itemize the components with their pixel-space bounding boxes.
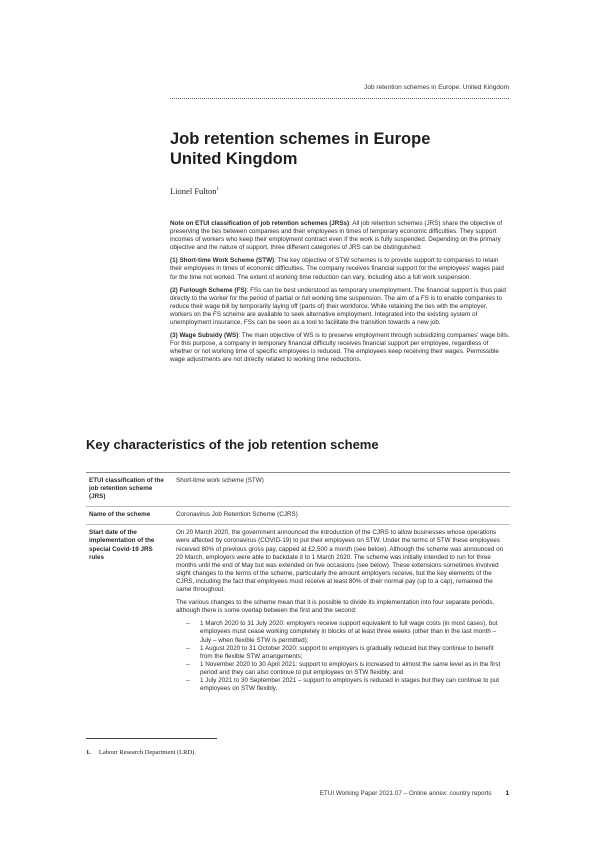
footnote-divider xyxy=(86,738,217,739)
footnote-mark: 1. xyxy=(86,749,91,756)
table-row xyxy=(86,525,510,698)
row-label: Name of the scheme xyxy=(86,507,173,525)
ws-paragraph xyxy=(170,332,510,364)
row-value: Coronavirus Job Retention Scheme (CJRS) xyxy=(173,507,510,525)
footnote xyxy=(86,749,196,756)
page-number: 1 xyxy=(505,790,509,797)
row-label: ETUI classification of the job retention scheme (JRS) xyxy=(86,473,173,507)
page-footer xyxy=(320,790,509,797)
classification-note xyxy=(170,220,510,370)
author xyxy=(170,186,219,196)
list-item: – 1 August 2020 to 31 October 2020: support to employers is gradually reduced but they continue to benefit from the flexible STW arrangements; xyxy=(200,645,506,661)
stw-paragraph xyxy=(170,257,510,281)
fs-text: : FSs can be best understood as temporary unemployment. The financial support is thus paid directly to the worker for the period of partial or full working time suspension. The aim of a FS is to enable companies to reduce their wage bill by temporarily laying off (parts of) their workforce. While retaining the ties with the employer, workers on the FS scheme are available to seek alternative employment. Integrated into the existing system of unemployment insurance, FSs can be seen as a tool to facilitate the transition towards a new job. xyxy=(170,286,506,327)
row-value: Short-time work scheme (STW) xyxy=(173,473,510,507)
footnote-text: Labour Research Department (LRD). xyxy=(98,749,196,756)
note-text: : All job retention schemes (JRS) share the objective of preserving the ties between companies and their employees in times of temporary economic difficulties. They support incomes of workers who keep their employment contract even if the work is fully suspended. Depending on the primary objective and the nature of support, three different categories of JRS can be distinguished: xyxy=(170,220,503,252)
ws-label: (3) Wage Subsidy (WS) xyxy=(170,332,239,340)
list-item: – 1 July 2021 to 30 September 2021 – support to employers is reduced in stages but they can continue to put employees on STW flexibly. xyxy=(200,677,506,693)
period-list xyxy=(176,620,506,693)
list-item: – 1 March 2020 to 31 July 2020: employers receive support equivalent to full wage costs (in most cases), but employees must cease working completely in blocks of at least three weeks (other than in the last month – July – when flexible STW is permitted); xyxy=(200,620,506,644)
characteristics-table xyxy=(86,472,510,698)
header-divider xyxy=(170,98,509,99)
stw-text: : The key objective of STW schemes is to provide support to companies to retain their employees in times of economic difficulties. The company receives financial support for the employees' wages paid for the time not worked. The extent of working time reduction can vary, including also a full work suspension. xyxy=(170,257,504,281)
note-label: Note on ETUI classification of job retention schemes (JRSs) xyxy=(170,220,350,227)
section-title: Key characteristics of the job retention scheme xyxy=(86,437,379,452)
running-header: Job retention schemes in Europe: United Kingdom xyxy=(364,84,509,91)
start-date-paragraph-1: On 20 March 2020, the government announced the introduction of the CJRS to allow businesses whose operations were affected by coronavirus (COVID-19) to put their employees on STW. Under the terms of STW these employees received 80% of previous gross pay, capped at £2,500 a month (see below). Although the scheme was announced on 20 March, employers were able to backdate it to 1 March 2020. The scheme was initially intended to run for three months until the end of May but was extended on five occasions (see below). These extensions sometimes involved slight changes to the terms of the scheme, particularly the amount employers receive, but the key elements of the CJRS, including the fact that employees must receive at least 80% of their normal pay (up to a cap), remained the same throughout. xyxy=(176,529,504,594)
author-name: Lionel Fulton xyxy=(170,186,217,196)
title-line-1: Job retention schemes in Europe xyxy=(170,130,431,148)
fs-label: (2) Furlough Scheme (FS) xyxy=(170,286,247,294)
note-paragraph xyxy=(170,220,510,252)
footer-text: ETUI Working Paper 2021.07 – Online annex: country reports xyxy=(319,790,492,797)
title-line-2: United Kingdom xyxy=(170,150,298,168)
start-date-paragraph-2: The various changes to the scheme mean that it is possible to divide its implementation into four separate periods, although there is some overlap between the first and the second: xyxy=(176,599,495,615)
row-label: Start date of the implementation of the special Covid-19 JRS rules xyxy=(89,529,155,561)
page-title xyxy=(170,129,430,169)
ws-text: : The main objective of WS is to preserve employment through subsidizing companies' wage bills. For this purpose, a company in temporary financial difficulty receives financial support per employee, regardless of whether or not working time of specific employees is reduced. The employees keep receiving their wages. Permissible wage adjustments are not directly related to working time reductions. xyxy=(170,332,510,364)
stw-label: (1) Short-time Work Scheme (STW) xyxy=(170,257,275,265)
list-item: – 1 November 2020 to 30 April 2021: support to employers is increased to almost the same level as in the first period and they can also continue to put employees on STW flexibly; and xyxy=(200,661,506,677)
fs-paragraph xyxy=(170,287,510,327)
row-value xyxy=(173,525,510,698)
table-row xyxy=(86,473,510,507)
author-footnote-mark: 1 xyxy=(216,187,220,193)
table-row xyxy=(86,507,510,525)
